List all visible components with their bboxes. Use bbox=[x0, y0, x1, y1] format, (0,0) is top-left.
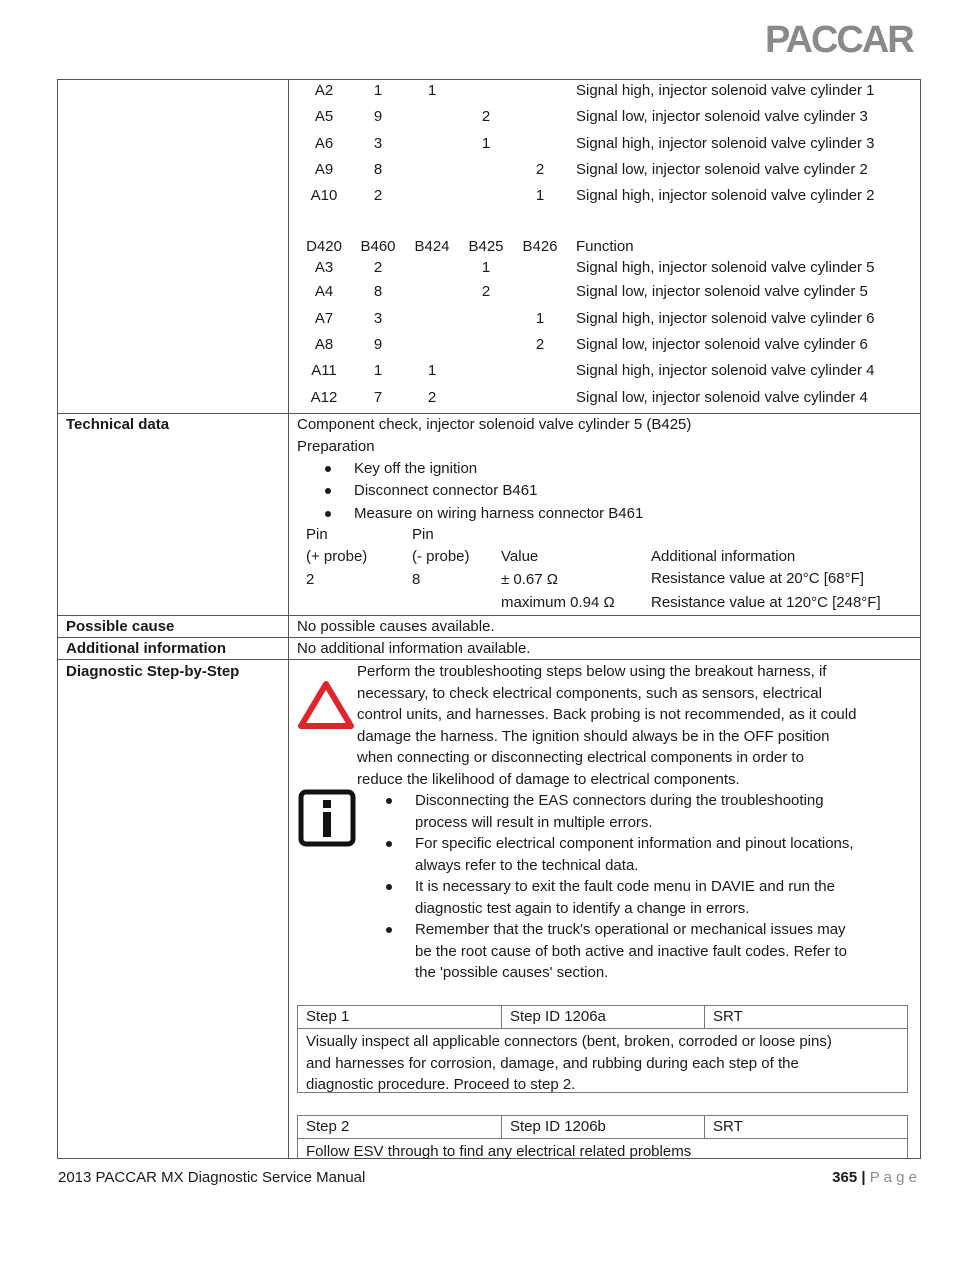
step-header-row bbox=[298, 1116, 907, 1139]
step-srt: SRT bbox=[704, 1116, 907, 1138]
column-header: B424 bbox=[414, 238, 450, 255]
pin-cell: A12 bbox=[310, 389, 338, 406]
pin-cell: 8 bbox=[373, 283, 383, 300]
bullet-dot bbox=[386, 927, 392, 933]
pin-cell: 2 bbox=[373, 259, 383, 276]
pin-cell: 3 bbox=[373, 135, 383, 152]
measure-cell: ± 0.67 Ω bbox=[501, 571, 558, 588]
preparation-step: Key off the ignition bbox=[354, 460, 478, 477]
page-number: 365 bbox=[832, 1169, 858, 1186]
technical-data-title: Component check, injector solenoid valve cylinder 5 (B425) bbox=[297, 416, 692, 433]
possible-cause-label: Possible cause bbox=[66, 618, 175, 635]
step-text-line: and harnesses for corrosion, damage, and rubbing during each step of the bbox=[306, 1054, 799, 1072]
pin-cell: 2 bbox=[481, 283, 491, 300]
measure-cell: maximum 0.94 Ω bbox=[501, 594, 615, 611]
bullet-dot bbox=[325, 466, 331, 472]
pin-cell: A11 bbox=[311, 362, 337, 379]
diagnostic-label: Diagnostic Step-by-Step bbox=[66, 663, 240, 680]
pin-cell: A7 bbox=[314, 310, 334, 327]
measure-header: Pin bbox=[412, 526, 434, 543]
step-header-row bbox=[298, 1006, 907, 1029]
step-number: Step 1 bbox=[306, 1008, 350, 1025]
warning-icon bbox=[297, 680, 355, 730]
warning-text-line: damage the harness. The ignition should always be in the OFF position bbox=[357, 728, 830, 745]
pin-cell: 3 bbox=[373, 310, 383, 327]
step-number: Step 2 bbox=[306, 1118, 350, 1135]
measure-cell: 2 bbox=[306, 571, 315, 588]
warning-text-line: when connecting or disconnecting electrical components in order to bbox=[357, 749, 804, 766]
pin-cell: A2 bbox=[314, 82, 334, 99]
step-text-line: Visually inspect all applicable connectors (bent, broken, corroded or loose pins) bbox=[306, 1033, 832, 1050]
bullet-dot bbox=[325, 511, 331, 517]
warning-text-line: necessary, to check electrical components, such as sensors, electrical bbox=[357, 685, 822, 702]
info-bullet-line: diagnostic test again to identify a change in errors. bbox=[415, 900, 750, 917]
pin-cell: A3 bbox=[314, 259, 334, 276]
bullet-dot bbox=[386, 884, 392, 890]
pin-function: Signal high, injector solenoid valve cylinder 4 bbox=[576, 362, 875, 379]
measure-header: (+ probe) bbox=[306, 548, 368, 565]
pin-function: Signal low, injector solenoid valve cylinder 3 bbox=[576, 108, 868, 125]
measure-cell: Resistance value at 20°C [68°F] bbox=[651, 570, 864, 587]
pin-cell: 9 bbox=[373, 108, 383, 125]
step-id: Step ID 1206b bbox=[501, 1116, 704, 1138]
step-body bbox=[298, 1139, 907, 1163]
pin-cell: A9 bbox=[314, 161, 334, 178]
measure-header: Value bbox=[501, 548, 539, 565]
preparation-step: Disconnect connector B461 bbox=[354, 482, 538, 499]
row-divider bbox=[57, 637, 921, 638]
step-text-line: diagnostic procedure. Proceed to step 2. bbox=[306, 1076, 576, 1093]
page-footer bbox=[832, 1169, 917, 1187]
pin-cell: A10 bbox=[310, 187, 338, 204]
column-header: B425 bbox=[468, 238, 504, 255]
info-icon bbox=[298, 789, 356, 847]
additional-info-label: Additional information bbox=[66, 640, 226, 657]
pin-function: Signal high, injector solenoid valve cylinder 5 bbox=[576, 259, 875, 276]
row-divider bbox=[57, 413, 921, 414]
column-header: B426 bbox=[522, 238, 558, 255]
info-bullet-line: process will result in multiple errors. bbox=[415, 814, 653, 831]
pin-cell: 1 bbox=[535, 310, 545, 327]
pin-cell: A5 bbox=[314, 108, 334, 125]
measure-header: (- probe) bbox=[412, 548, 470, 565]
column-header: Function bbox=[576, 238, 634, 255]
column-header: B460 bbox=[360, 238, 396, 255]
measure-cell: Resistance value at 120°C [248°F] bbox=[651, 594, 881, 611]
pin-cell: 7 bbox=[373, 389, 383, 406]
warning-text-line: control units, and harnesses. Back probing is not recommended, as it could bbox=[357, 706, 857, 723]
pin-cell: 2 bbox=[535, 161, 545, 178]
pin-cell: A6 bbox=[314, 135, 334, 152]
pin-cell: 1 bbox=[481, 135, 491, 152]
step-table bbox=[297, 1005, 908, 1093]
info-bullet-line: Remember that the truck's operational or mechanical issues may bbox=[415, 921, 846, 938]
warning-text-line: reduce the likelihood of damage to electrical components. bbox=[357, 771, 740, 788]
info-bullet-line: For specific electrical component information and pinout locations, bbox=[415, 835, 854, 852]
bullet-dot bbox=[325, 488, 331, 494]
pin-cell: 2 bbox=[535, 336, 545, 353]
preparation-heading: Preparation bbox=[297, 438, 375, 455]
pin-cell: 1 bbox=[535, 187, 545, 204]
info-bullet-line: It is necessary to exit the fault code menu in DAVIE and run the bbox=[415, 878, 835, 895]
pin-cell: 2 bbox=[427, 389, 437, 406]
column-header: D420 bbox=[306, 238, 342, 255]
logo-text: PACCAR bbox=[765, 19, 913, 58]
pin-cell: 1 bbox=[481, 259, 491, 276]
paccar-logo bbox=[765, 18, 925, 58]
pin-cell: 1 bbox=[427, 362, 437, 379]
pin-cell: 1 bbox=[373, 82, 383, 99]
pin-cell: 1 bbox=[373, 362, 383, 379]
page-word: P a g e bbox=[869, 1169, 917, 1186]
step-srt: SRT bbox=[704, 1006, 907, 1028]
step-table bbox=[297, 1115, 908, 1159]
additional-info-value: No additional information available. bbox=[297, 640, 531, 657]
pin-function: Signal high, injector solenoid valve cylinder 6 bbox=[576, 310, 875, 327]
pin-function: Signal high, injector solenoid valve cylinder 3 bbox=[576, 135, 875, 152]
pin-cell: 1 bbox=[427, 82, 437, 99]
warning-text-line: Perform the troubleshooting steps below using the breakout harness, if bbox=[357, 663, 827, 680]
footer-title: 2013 PACCAR MX Diagnostic Service Manual bbox=[58, 1169, 366, 1186]
preparation-step: Measure on wiring harness connector B461 bbox=[354, 505, 644, 522]
pin-function: Signal high, injector solenoid valve cylinder 2 bbox=[576, 187, 875, 204]
bullet-dot bbox=[386, 841, 392, 847]
pin-function: Signal low, injector solenoid valve cylinder 2 bbox=[576, 161, 868, 178]
step-id: Step ID 1206a bbox=[501, 1006, 704, 1028]
measure-header: Pin bbox=[306, 526, 328, 543]
bullet-dot bbox=[386, 798, 392, 804]
pin-cell: A4 bbox=[314, 283, 334, 300]
page-separator: | bbox=[861, 1169, 866, 1186]
pin-cell: 8 bbox=[373, 161, 383, 178]
measure-cell: 8 bbox=[412, 571, 421, 588]
technical-data-label: Technical data bbox=[66, 416, 170, 433]
step-body bbox=[298, 1029, 907, 1096]
pin-cell: 2 bbox=[481, 108, 491, 125]
info-bullet-line: be the root cause of both active and inactive fault codes. Refer to bbox=[415, 943, 847, 960]
column-divider bbox=[288, 79, 289, 1159]
pin-cell: 2 bbox=[373, 187, 383, 204]
pin-cell: 9 bbox=[373, 336, 383, 353]
possible-cause-value: No possible causes available. bbox=[297, 618, 495, 635]
pin-cell: A8 bbox=[314, 336, 334, 353]
info-bullet-line: Disconnecting the EAS connectors during the troubleshooting bbox=[415, 792, 824, 809]
pin-function: Signal low, injector solenoid valve cylinder 4 bbox=[576, 389, 868, 406]
pin-function: Signal low, injector solenoid valve cylinder 5 bbox=[576, 283, 868, 300]
info-bullet-line: always refer to the technical data. bbox=[415, 857, 639, 874]
step-text-line: Follow ESV through to find any electrical related problems bbox=[306, 1143, 692, 1160]
row-divider bbox=[57, 659, 921, 660]
pin-function: Signal low, injector solenoid valve cylinder 6 bbox=[576, 336, 868, 353]
measure-header: Additional information bbox=[651, 548, 796, 565]
row-divider bbox=[57, 615, 921, 616]
info-bullet-line: the 'possible causes' section. bbox=[415, 964, 609, 981]
pin-function: Signal high, injector solenoid valve cylinder 1 bbox=[576, 82, 875, 99]
